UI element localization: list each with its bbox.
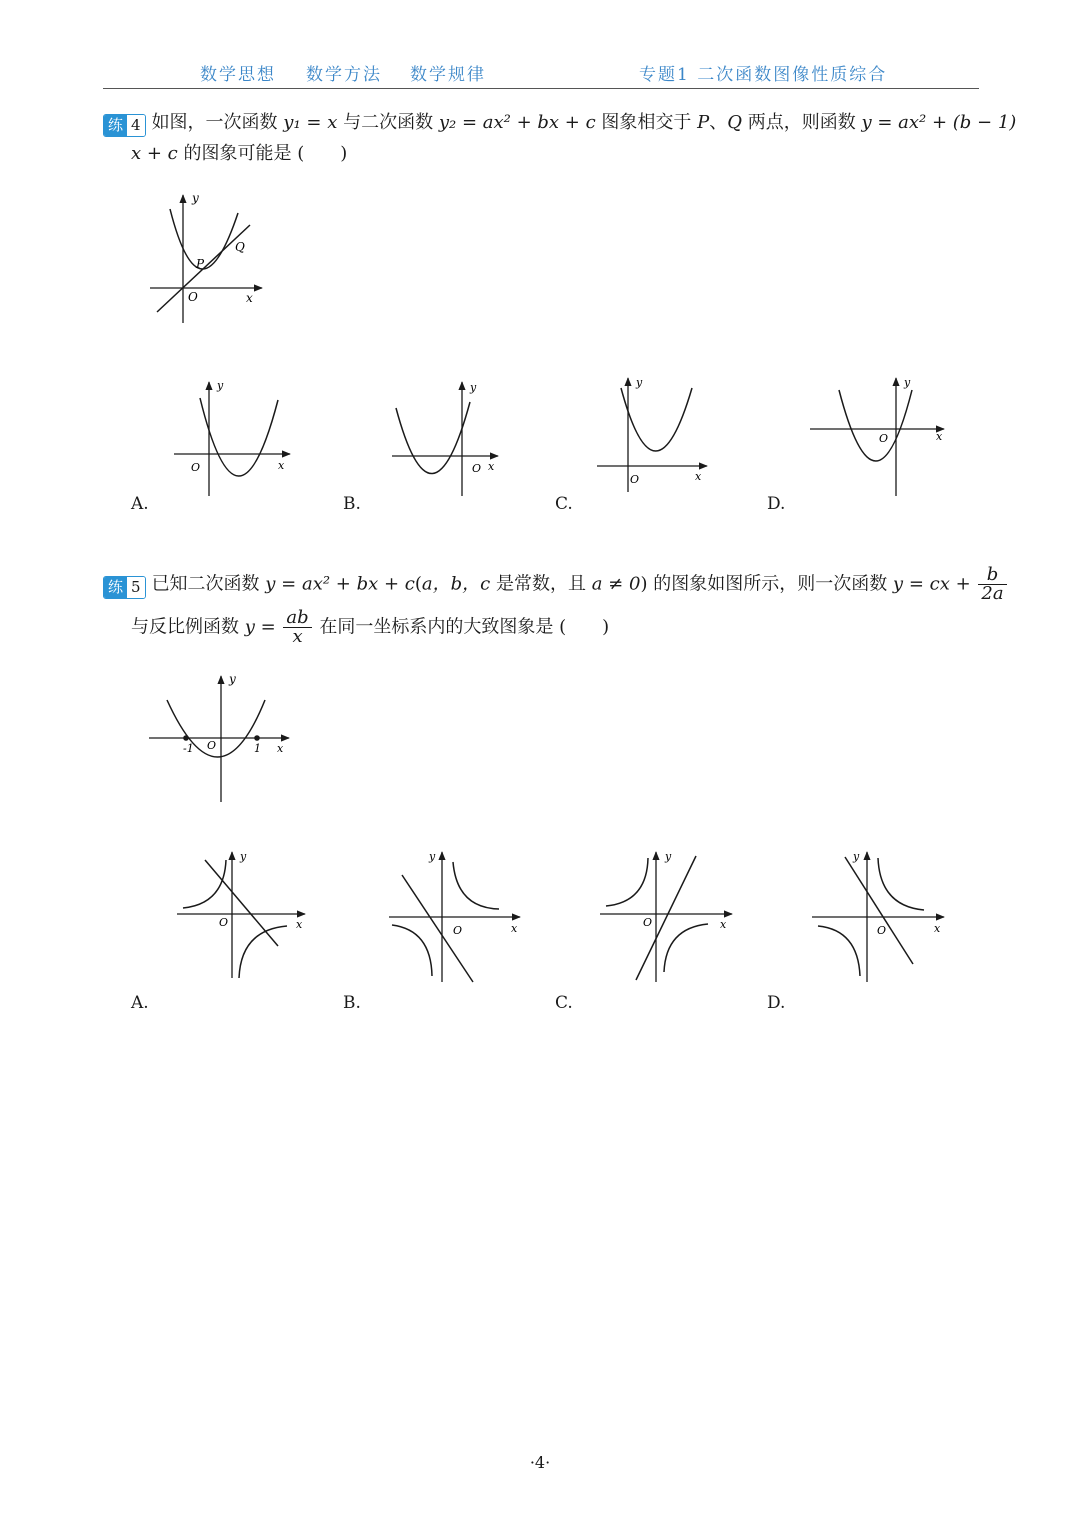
ex5-option-b-graph <box>387 848 525 984</box>
option-b-hyperbola-upper <box>453 862 499 909</box>
root-label-neg1: -1 <box>183 742 194 755</box>
ex5-option-a-graph <box>175 848 310 982</box>
svg-text:y: y <box>853 850 860 863</box>
svg-text:y: y <box>636 376 643 389</box>
exercise-5: 练 5 已知二次函数 y = ax² + bx + c(a，b，c 是常数，且 a ≠ 0) 的图象如图所示，则一次函数 y = cx + $\frac{b}{2a}$ 与反比例函数 y = $\frac{ab}{x}$ 在同一坐标系内的大致图象是 ( ) <box>103 566 1009 646</box>
svg-text:y: y <box>429 850 436 863</box>
option-d-hyperbola-lower <box>818 926 860 976</box>
fraction-b-over-2a: $\frac{b}{2a}$ <box>978 566 1006 603</box>
svg-text:x: x <box>511 922 518 935</box>
ex4-option-c-graph <box>595 374 713 496</box>
header-item-thought: 数学思想 <box>200 65 276 85</box>
x-axis-label: x <box>246 291 253 305</box>
svg-text:x: x <box>934 922 941 935</box>
y-axis-label: y <box>192 191 199 205</box>
svg-text:x: x <box>720 918 727 931</box>
svg-text:x: x <box>936 430 943 443</box>
option-a-line <box>205 860 278 946</box>
svg-text:x: x <box>488 460 495 473</box>
header-item-method: 数学方法 <box>306 65 382 85</box>
ex4-main-figure <box>140 185 280 330</box>
svg-text:O: O <box>643 916 653 929</box>
header-topic: 专题1 二次函数图像性质综合 <box>639 65 888 85</box>
page-header <box>103 56 979 89</box>
svg-text:x: x <box>278 459 285 472</box>
svg-text:O: O <box>877 924 887 937</box>
ex5-main-figure <box>147 672 297 804</box>
root-point-1 <box>254 735 260 741</box>
option-c-hyperbola-upper <box>606 858 648 906</box>
ex5-option-a-label: A. <box>131 993 149 1013</box>
svg-text:x: x <box>296 918 303 931</box>
option-d-line <box>845 857 913 964</box>
point-p-label: P <box>196 257 205 271</box>
y-axis-label: y <box>229 672 236 686</box>
ex5-option-d-graph <box>810 848 948 984</box>
svg-text:O: O <box>472 462 482 475</box>
svg-text:O: O <box>879 432 889 445</box>
svg-text:y: y <box>240 850 247 863</box>
option-d-parabola <box>839 390 912 461</box>
svg-text:y: y <box>665 850 672 863</box>
origin-label: O <box>207 739 217 752</box>
fraction-ab-over-x: $\frac{ab}{x}$ <box>283 609 311 646</box>
ex5-option-b-label: B. <box>343 993 361 1013</box>
ex5-option-c-graph <box>598 848 736 984</box>
option-a-hyperbola-lower <box>239 926 287 978</box>
root-label-1: 1 <box>254 742 261 755</box>
svg-text:y: y <box>470 381 477 394</box>
origin-label: O <box>188 290 198 304</box>
option-d-hyperbola-upper <box>878 858 924 910</box>
ex4-option-c-label: C. <box>555 494 573 514</box>
page-number: ·4· <box>529 1453 551 1472</box>
svg-text:O: O <box>219 916 229 929</box>
exercise-4: 练 4 如图，一次函数 y₁ = x 与二次函数 y₂ = ax² + bx + c 图象相交于 P、Q 两点，则函数 y = ax² + (b − 1) x + c 的图象可能是 ( ) <box>103 107 1016 169</box>
ex4-option-a-graph <box>172 378 297 500</box>
option-b-parabola <box>396 402 470 474</box>
svg-text:x: x <box>695 470 702 483</box>
option-c-hyperbola-lower <box>664 924 708 972</box>
svg-text:O: O <box>191 461 201 474</box>
svg-text:O: O <box>630 473 640 486</box>
exercise-badge: 练 5 <box>103 576 146 599</box>
ex4-option-a-label: A. <box>131 494 149 514</box>
option-a-hyperbola-upper <box>183 860 226 908</box>
svg-text:y: y <box>904 376 911 389</box>
root-point-neg1 <box>183 735 189 741</box>
ex4-option-d-label: D. <box>767 494 786 514</box>
ex5-option-d-label: D. <box>767 993 786 1013</box>
option-c-parabola <box>621 388 692 451</box>
ex5-option-c-label: C. <box>555 993 573 1013</box>
point-q-label: Q <box>235 240 245 254</box>
option-b-hyperbola-lower <box>392 925 432 976</box>
header-item-rule: 数学规律 <box>410 65 486 85</box>
exercise-badge: 练 4 <box>103 114 146 137</box>
ex4-option-d-graph <box>808 374 950 498</box>
option-a-parabola <box>200 398 278 476</box>
svg-text:y: y <box>217 379 224 392</box>
ex4-option-b-label: B. <box>343 494 361 514</box>
svg-text:O: O <box>453 924 463 937</box>
x-axis-label: x <box>277 742 284 755</box>
ex4-option-b-graph <box>390 378 510 500</box>
